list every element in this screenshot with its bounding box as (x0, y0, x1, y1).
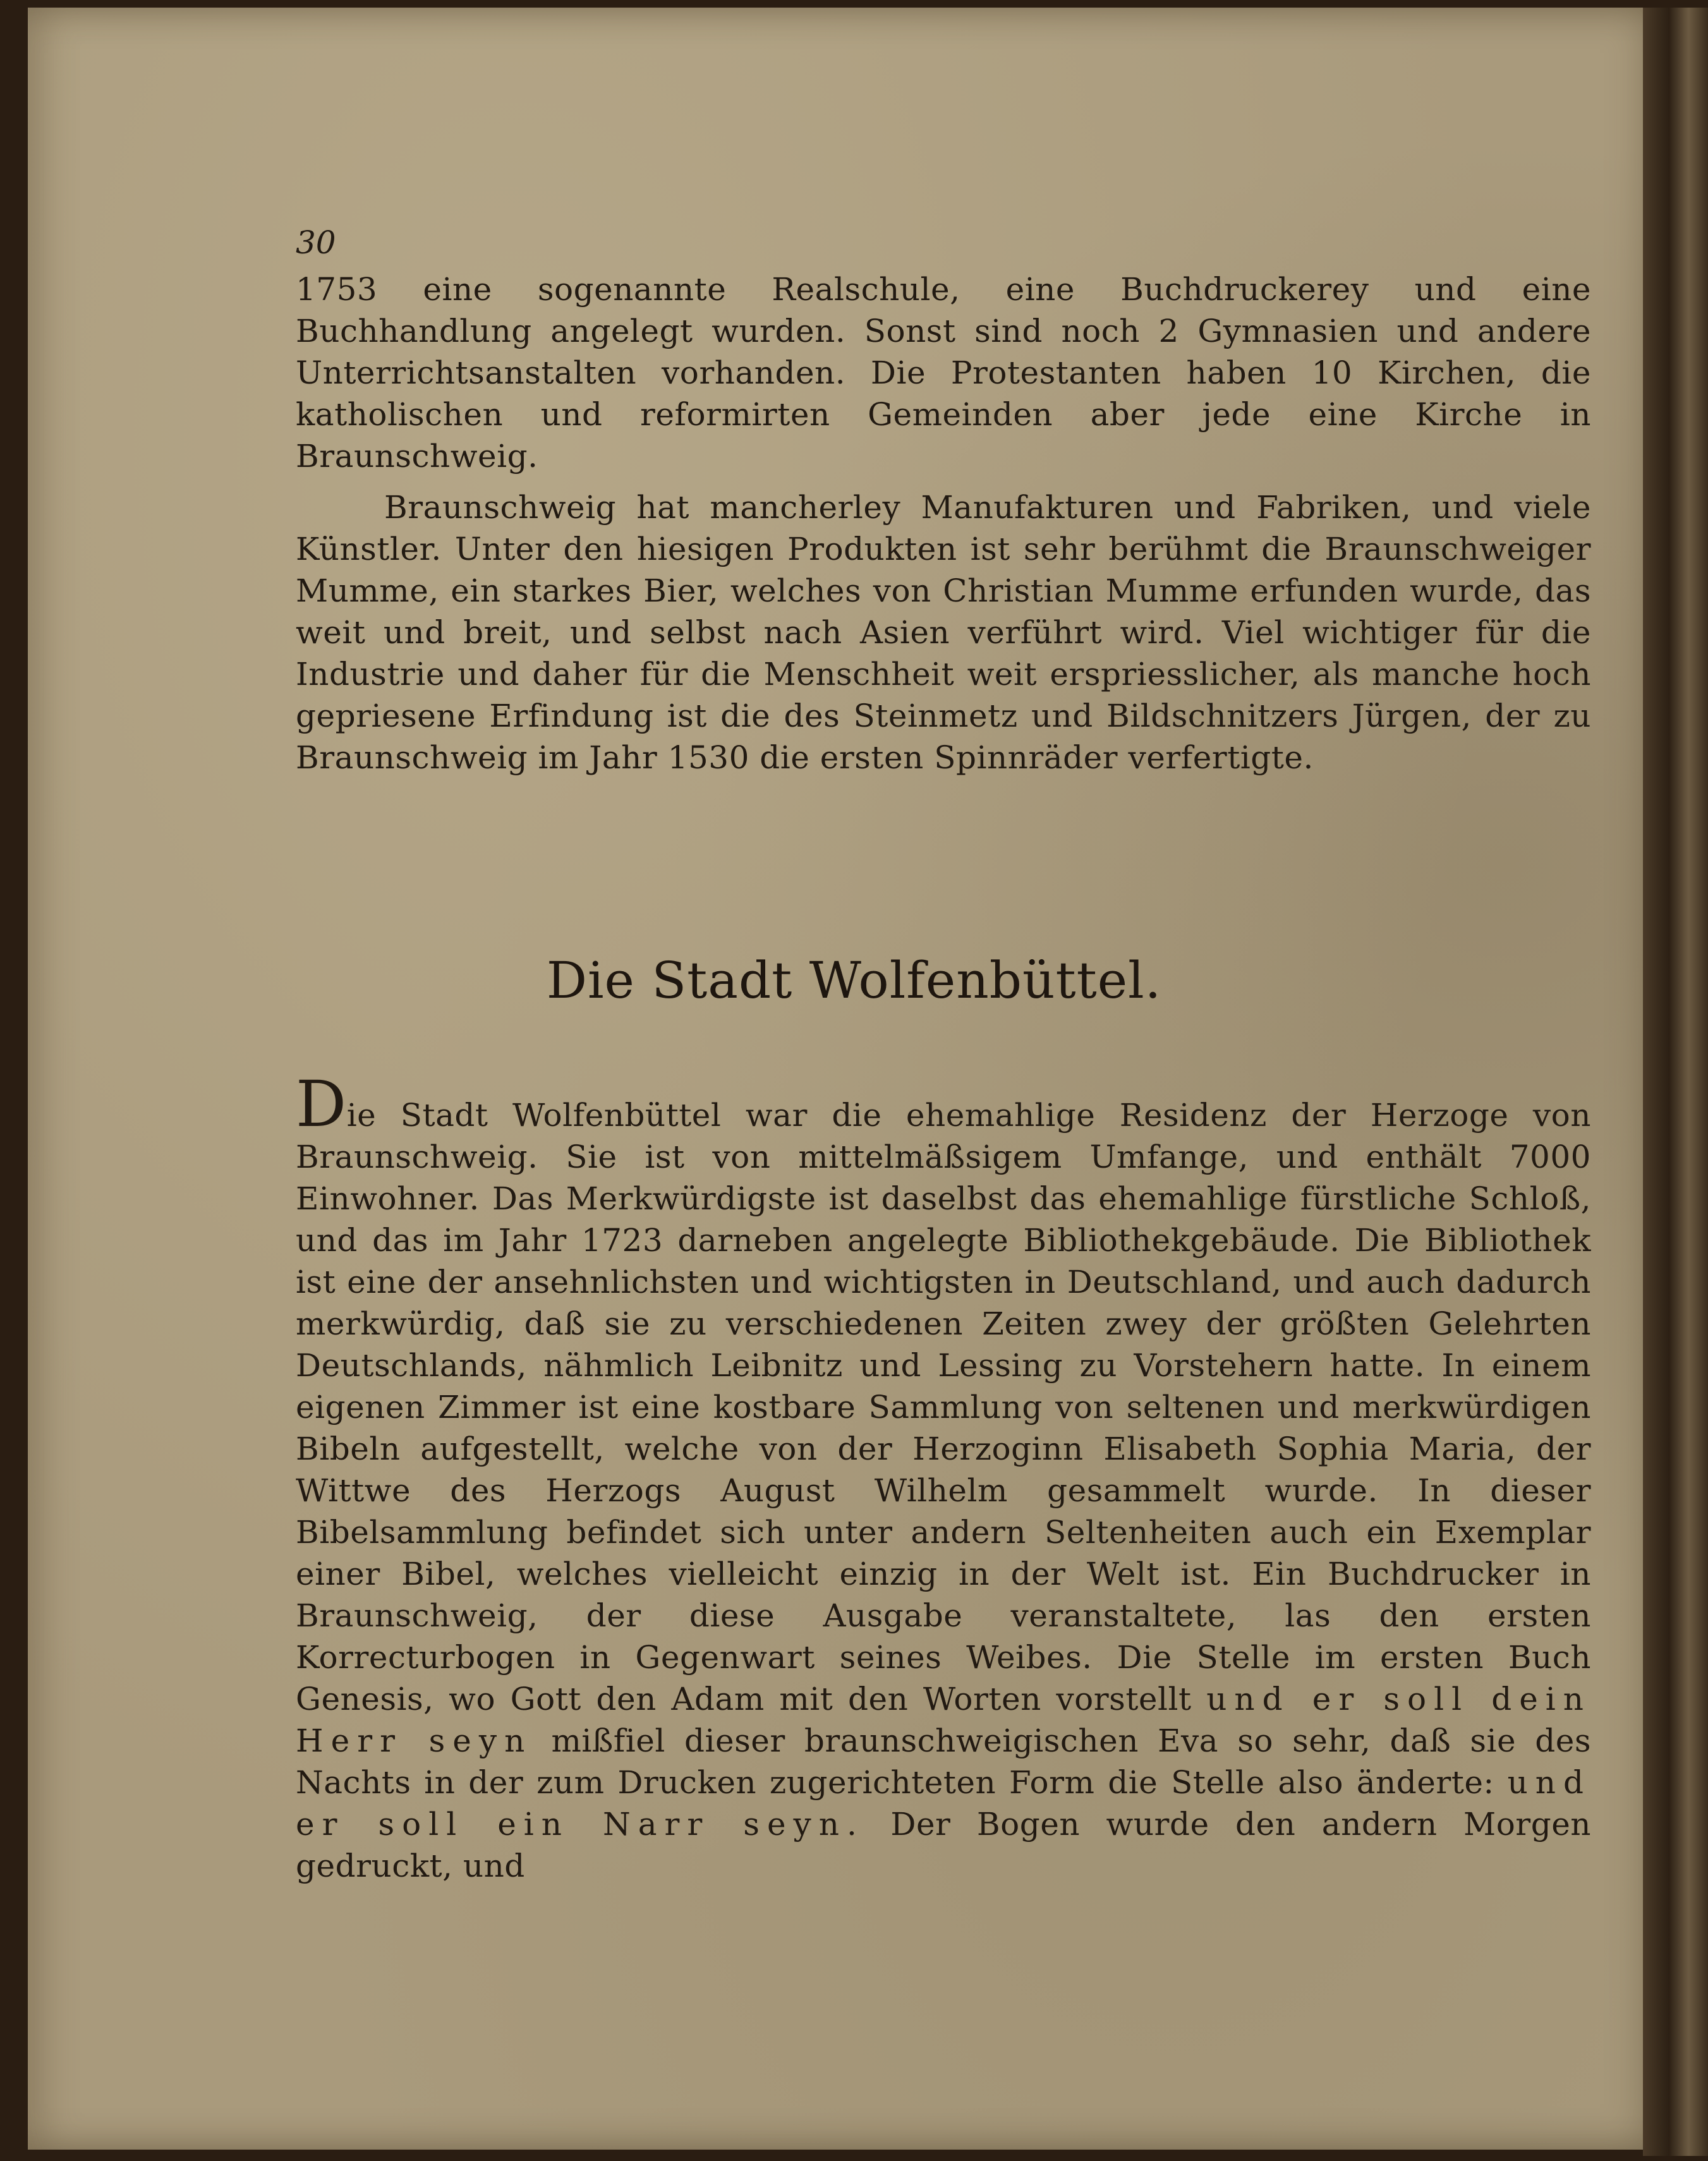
paragraph-text-c: Der Bogen wurde den andern Morgen gedruckt, und (296, 1806, 1591, 1884)
bible-quote-original: und er soll dein Herr seyn (296, 1681, 1591, 1759)
drop-cap: D (296, 1067, 347, 1141)
page-number: 30 (296, 224, 336, 261)
paragraph-text-a: ie Stadt Wolfenbüttel war die ehemahlige Residenz der Herzoge von Braunschweig. Sie ist von mittelmäßsigem Umfange, und enthält 7000 Einwohner. Das Merkwürdigste ist daselbst das ehemahlige fürstliche Schloß, und das im Jahr 1723 darneben angelegte Bibliothekgebäude. Die Bibliothek ist eine der ansehnlichsten und wichtigsten in Deutschland, und auch dadurch merkwürdig, daß sie zu verschiedenen Zeiten zwey der größten Gelehrten Deutschlands, nähmlich Leibnitz und Lessing zu Vorstehern hatte. In einem eigenen Zimmer ist eine kostbare Sammlung von seltenen und merkwürdigen Bibeln aufgestellt, welche von der Herzoginn Elisabeth Sophia Maria, der Wittwe des Herzogs August Wilhelm gesammelt wurde. In dieser Bibelsammlung befindet sich unter andern Seltenheiten auch ein Exemplar einer Bibel, welches vielleicht einzig in der Welt ist. Ein Buchdrucker in Braunschweig, der diese Ausgabe veranstaltete, las den ersten Korrecturbogen in Gegenwart seines Weibes. Die Stelle im ersten Buch Genesis, wo Gott den Adam mit den Worten vorstellt (296, 1097, 1591, 1717)
paragraph-manufactures: Braunschweig hat mancherley Manufakturen und Fabriken, und viele Künstler. Unter den hiesigen Produkten ist sehr berühmt die Braunschweiger Mumme, ein starkes Bier, welches von Christian Mumme erfunden wurde, das weit und breit, und selbst nach Asien verführt wird. Viel wichtiger für die Industrie und daher für die Menschheit weit erspriesslicher, als manche hoch gepriesene Erfindung ist die des Steinmetz und Bildschnitzers Jürgen, der zu Braunschweig im Jahr 1530 die ersten Spinnräder verfertigte. (296, 489, 1591, 776)
book-gutter (1643, 8, 1708, 2156)
bible-quote-altered: und er soll ein Narr seyn. (296, 1764, 1591, 1843)
section-title: Die Stadt Wolfenbüttel. (546, 951, 1162, 1010)
paragraph-wolfenbuettel (296, 1067, 1591, 1887)
paragraph-text-b: mißfiel dieser braunschweigischen Eva so sehr, daß sie des Nachts in der zum Drucken zugerichteten Form die Stelle also änderte: (296, 1722, 1591, 1801)
paragraph-schools-churches: 1753 eine sogenannte Realschule, eine Buchdruckerey und eine Buchhandlung angelegt wurden. Sonst sind noch 2 Gymnasien und andere Unterrichtsanstalten vorhanden. Die Protestanten haben 10 Kirchen, die katholischen und reformirten Gemeinden aber jede eine Kirche in Braunschweig. (296, 271, 1591, 475)
